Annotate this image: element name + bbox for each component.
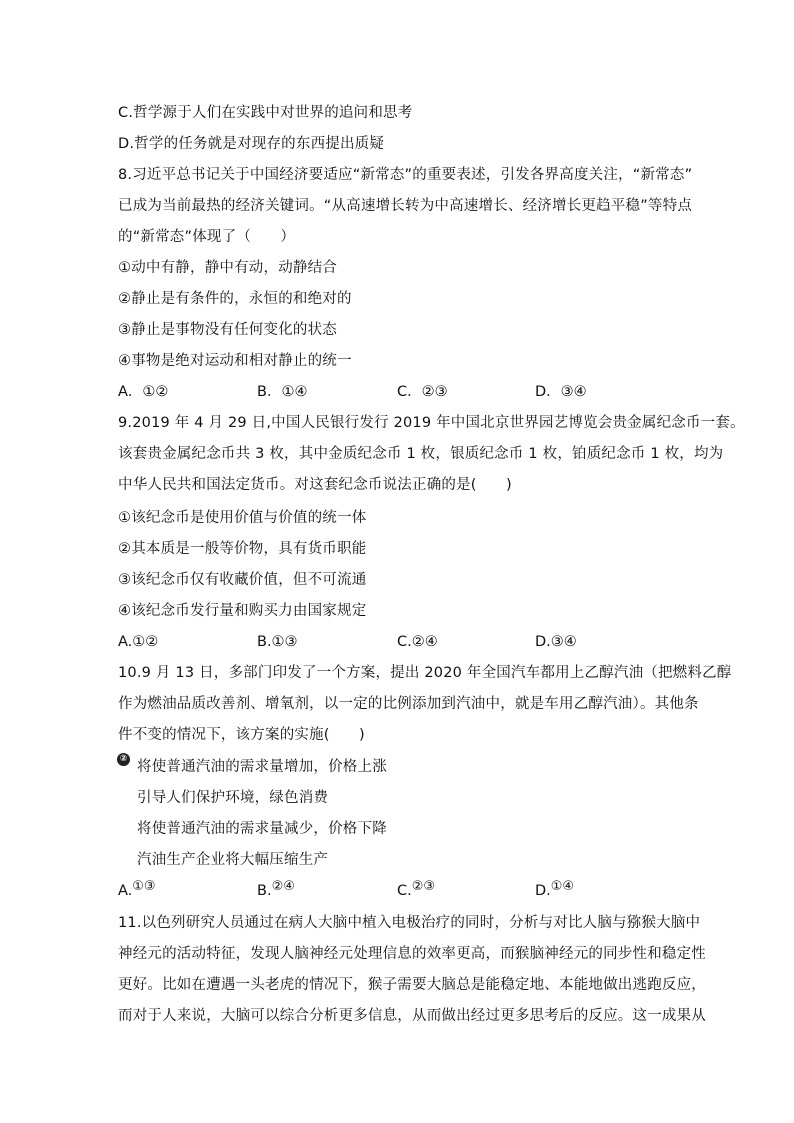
- question-9-statement-2: ②其本质是一般等价物，具有货币职能: [118, 541, 367, 557]
- question-11-line-2: 神经元的活动特征，发现人脑神经元处理信息的效率更高，而猴脑神经元的同步性和稳定性: [118, 946, 706, 962]
- answer-b: B．①④: [257, 384, 308, 400]
- question-8-line-2: 已成为当前最热的经济关键词。“从高速增长转为中高速增长、经济增长更趋平稳”等特点: [118, 198, 693, 214]
- question-9-statement-4: ④该纪念币发行量和购买力由国家规定: [118, 603, 367, 619]
- answer-a: A．①②: [118, 384, 169, 400]
- circled-number-mark: [117, 753, 130, 766]
- option-c-line: C.哲学源于人们在实践中对世界的追问和思考: [118, 105, 413, 121]
- question-8-statement-4: ④事物是绝对运动和相对静止的统一: [118, 353, 352, 369]
- question-9-line-3: 中华人民共和国法定货币。对这套纪念币说法正确的是( ): [118, 477, 512, 493]
- answer-a: [118, 879, 156, 901]
- answer-c: C.②④: [397, 634, 438, 650]
- answer-letter: C.: [397, 883, 412, 899]
- answer-d: D．③④: [535, 384, 587, 400]
- question-11-line-3: 更好。比如在遭遇一头老虎的情况下，猴子需要大脑总是能稳定地、本能地做出逃跑反应，: [118, 977, 706, 993]
- question-10-statement-3: 将使普通汽油的需求量减少，价格下降: [137, 821, 387, 837]
- answer-b: B.①③: [257, 634, 298, 650]
- question-9-statement-1: ①该纪念币是使用价值与价值的统一体: [118, 510, 367, 526]
- question-10-statement-4: 汽油生产企业将大幅压缩生产: [137, 852, 329, 868]
- answer-letter: A.: [118, 883, 133, 899]
- question-10-statement-2: 引导人们保护环境，绿色消费: [137, 790, 329, 806]
- question-10-statement-1: 将使普通汽油的需求量增加，价格上涨: [137, 759, 387, 775]
- question-8-statement-3: ③静止是事物没有任何变化的状态: [118, 322, 337, 338]
- answer-d: D.③④: [535, 634, 577, 650]
- question-8-statement-2: ②静止是有条件的，永恒的和绝对的: [118, 291, 352, 307]
- question-9-line-1: 9.2019 年 4 月 29 日,中国人民银行发行 2019 年中国北京世界园艺博览会贵金属纪念币一套。: [118, 415, 745, 431]
- question-10-line-1: 10.9 月 13 日，多部门印发了一个方案，提出 2020 年全国汽车都用上乙醇汽油（把燃料乙醇: [118, 665, 732, 681]
- question-8-line-3: 的“新常态”体现了（ ）: [118, 229, 296, 245]
- answer-letter: B.: [257, 883, 272, 899]
- option-d-line: D.哲学的任务就是对现存的东西提出质疑: [118, 136, 385, 152]
- answer-numbers: ②④: [271, 879, 295, 894]
- question-8-line-1: 8.习近平总书记关于中国经济要适应“新常态”的重要表述，引发各界高度关注，“新常态”: [118, 167, 693, 183]
- question-10-line-3: 件不变的情况下，该方案的实施( ): [118, 727, 365, 743]
- circled-number-text: ②: [119, 754, 128, 764]
- answer-a: A.①②: [118, 634, 159, 650]
- question-9-line-2: 该套贵金属纪念币共 3 枚，其中金质纪念币 1 枚，银质纪念币 1 枚，铂质纪念币 1 枚，均为: [118, 446, 724, 462]
- answer-c: C．②③: [397, 384, 448, 400]
- answer-letter: D.: [535, 883, 551, 899]
- question-11-line-1: 11.以色列研究人员通过在病人大脑中植入电极治疗的同时，分析与对比人脑与猕猴大脑中: [118, 915, 701, 931]
- answer-numbers: ②③: [411, 879, 436, 894]
- answer-c: [397, 879, 436, 901]
- question-8-statement-1: ①动中有静，静中有动，动静结合: [118, 260, 337, 276]
- question-9-statement-3: ③该纪念币仅有收藏价值，但不可流通: [118, 572, 367, 588]
- question-11-line-4: 而对于人来说，大脑可以综合分析更多信息，从而做出经过更多思考后的反应。这一成果从: [118, 1008, 706, 1024]
- answer-d: [535, 879, 575, 901]
- answer-numbers: ①③: [132, 879, 156, 894]
- answer-numbers: ①④: [550, 879, 575, 894]
- question-10-line-2: 作为燃油品质改善剂、增氧剂，以一定的比例添加到汽油中，就是车用乙醇汽油）。其他条: [118, 696, 699, 712]
- answer-b: [257, 879, 295, 901]
